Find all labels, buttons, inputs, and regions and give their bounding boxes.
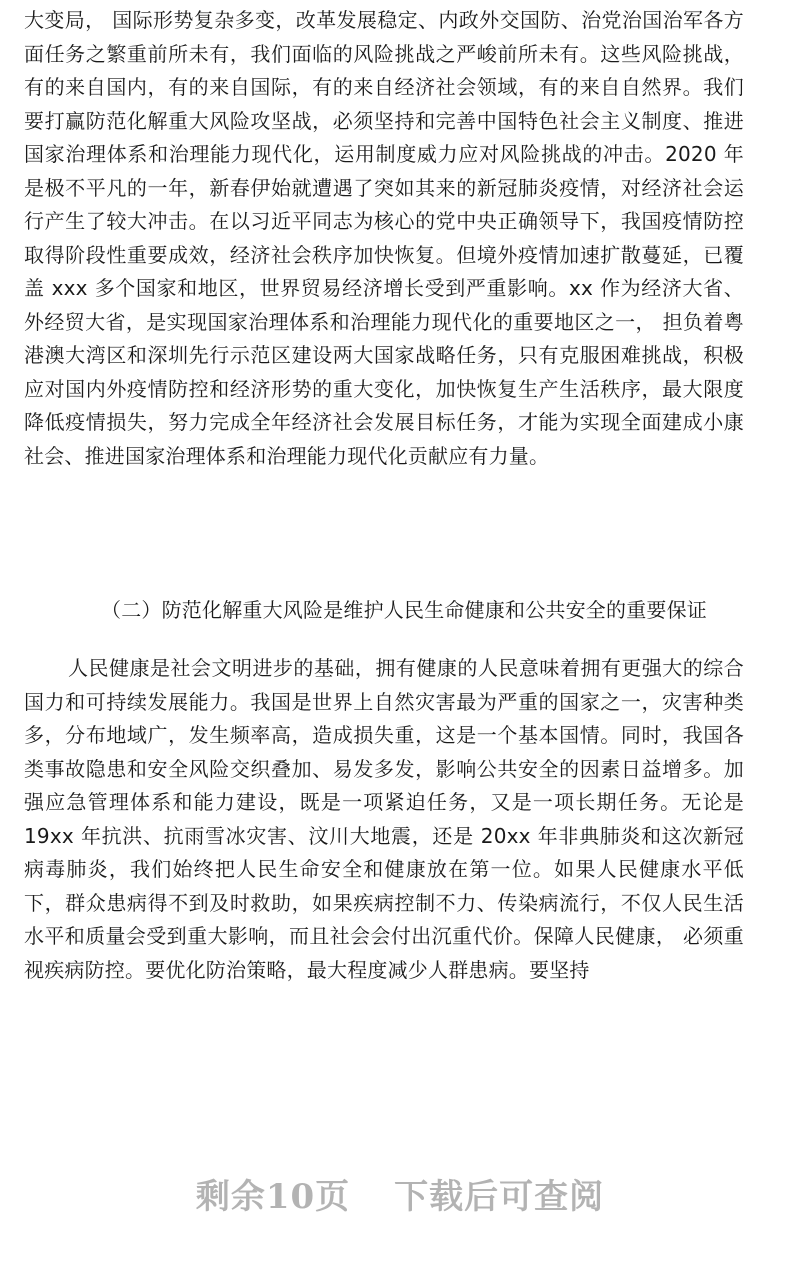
- section-heading: （二）防范化解重大风险是维护人民生命健康和公共安全的重要保证: [101, 598, 707, 622]
- download-to-view-link[interactable]: 下载后可查阅: [394, 1177, 605, 1217]
- remaining-pages-text: 剩余10页: [195, 1177, 351, 1217]
- body-paragraph-2: 人民健康是社会文明进步的基础，拥有健康的人民意味着拥有更强大的综合国力和可持续发展能力。我国是世界上自然灾害最为严重的国家之一，灾害种类多，分布地域广，发生频率高，造成损失重，这是一个基本国情。同时，我国各类事故隐患和安全风险交织叠加、易发多发，影响公共安全的因素日益增多。加强应急管理体系和能力建设，既是一项紧迫任务，又是一项长期任务。无论是 19xx 年抗洪、抗雨雪冰灾害、汶川大地震，还是 20xx 年非典肺炎和这次新冠病毒肺炎，我们始终把人民生命安全和健康放在第一位。如果人民健康水平低下，群众患病得不到及时救助，如果疾病控制不力、传染病流行，不仅人民生活水平和质量会受到重大影响，而且社会会付出沉重代价。保障人民健康， 必须重视疾病防控。要优化防治策略，最大程度减少人群患病。要坚持: [24, 656, 744, 982]
- download-banner[interactable]: [0, 1172, 800, 1222]
- body-paragraph-1: 大变局， 国际形势复杂多变，改革发展稳定、内政外交国防、治党治国治军各方面任务之繁重前所未有，我们面临的风险挑战之严峻前所未有。这些风险挑战，有的来自国内，有的来自国际，有的来自经济社会领域，有的来自自然界。我们要打赢防范化解重大风险攻坚战，必须坚持和完善中国特色社会主义制度、推进国家治理体系和治理能力现代化，运用制度威力应对风险挑战的冲击。2020 年是极不平凡的一年，新春伊始就遭遇了突如其来的新冠肺炎疫情，对经济社会运行产生了较大冲击。在以习近平同志为核心的党中央正确领导下，我国疫情防控取得阶段性重要成效，经济社会秩序加快恢复。但境外疫情加速扩散蔓延，已覆盖 xxx 多个国家和地区，世界贸易经济增长受到严重影响。xx 作为经济大省、外经贸大省，是实现国家治理体系和治理能力现代化的重要地区之一， 担负着粤港澳大湾区和深圳先行示范区建设两大国家战略任务，只有克服困难挑战，积极应对国内外疫情防控和经济形势的重大变化，加快恢复生产生活秩序，最大限度降低疫情损失，努力完成全年经济社会发展目标任务，才能为实现全面建成小康社会、推进国家治理体系和治理能力现代化贡献应有力量。: [24, 8, 744, 468]
